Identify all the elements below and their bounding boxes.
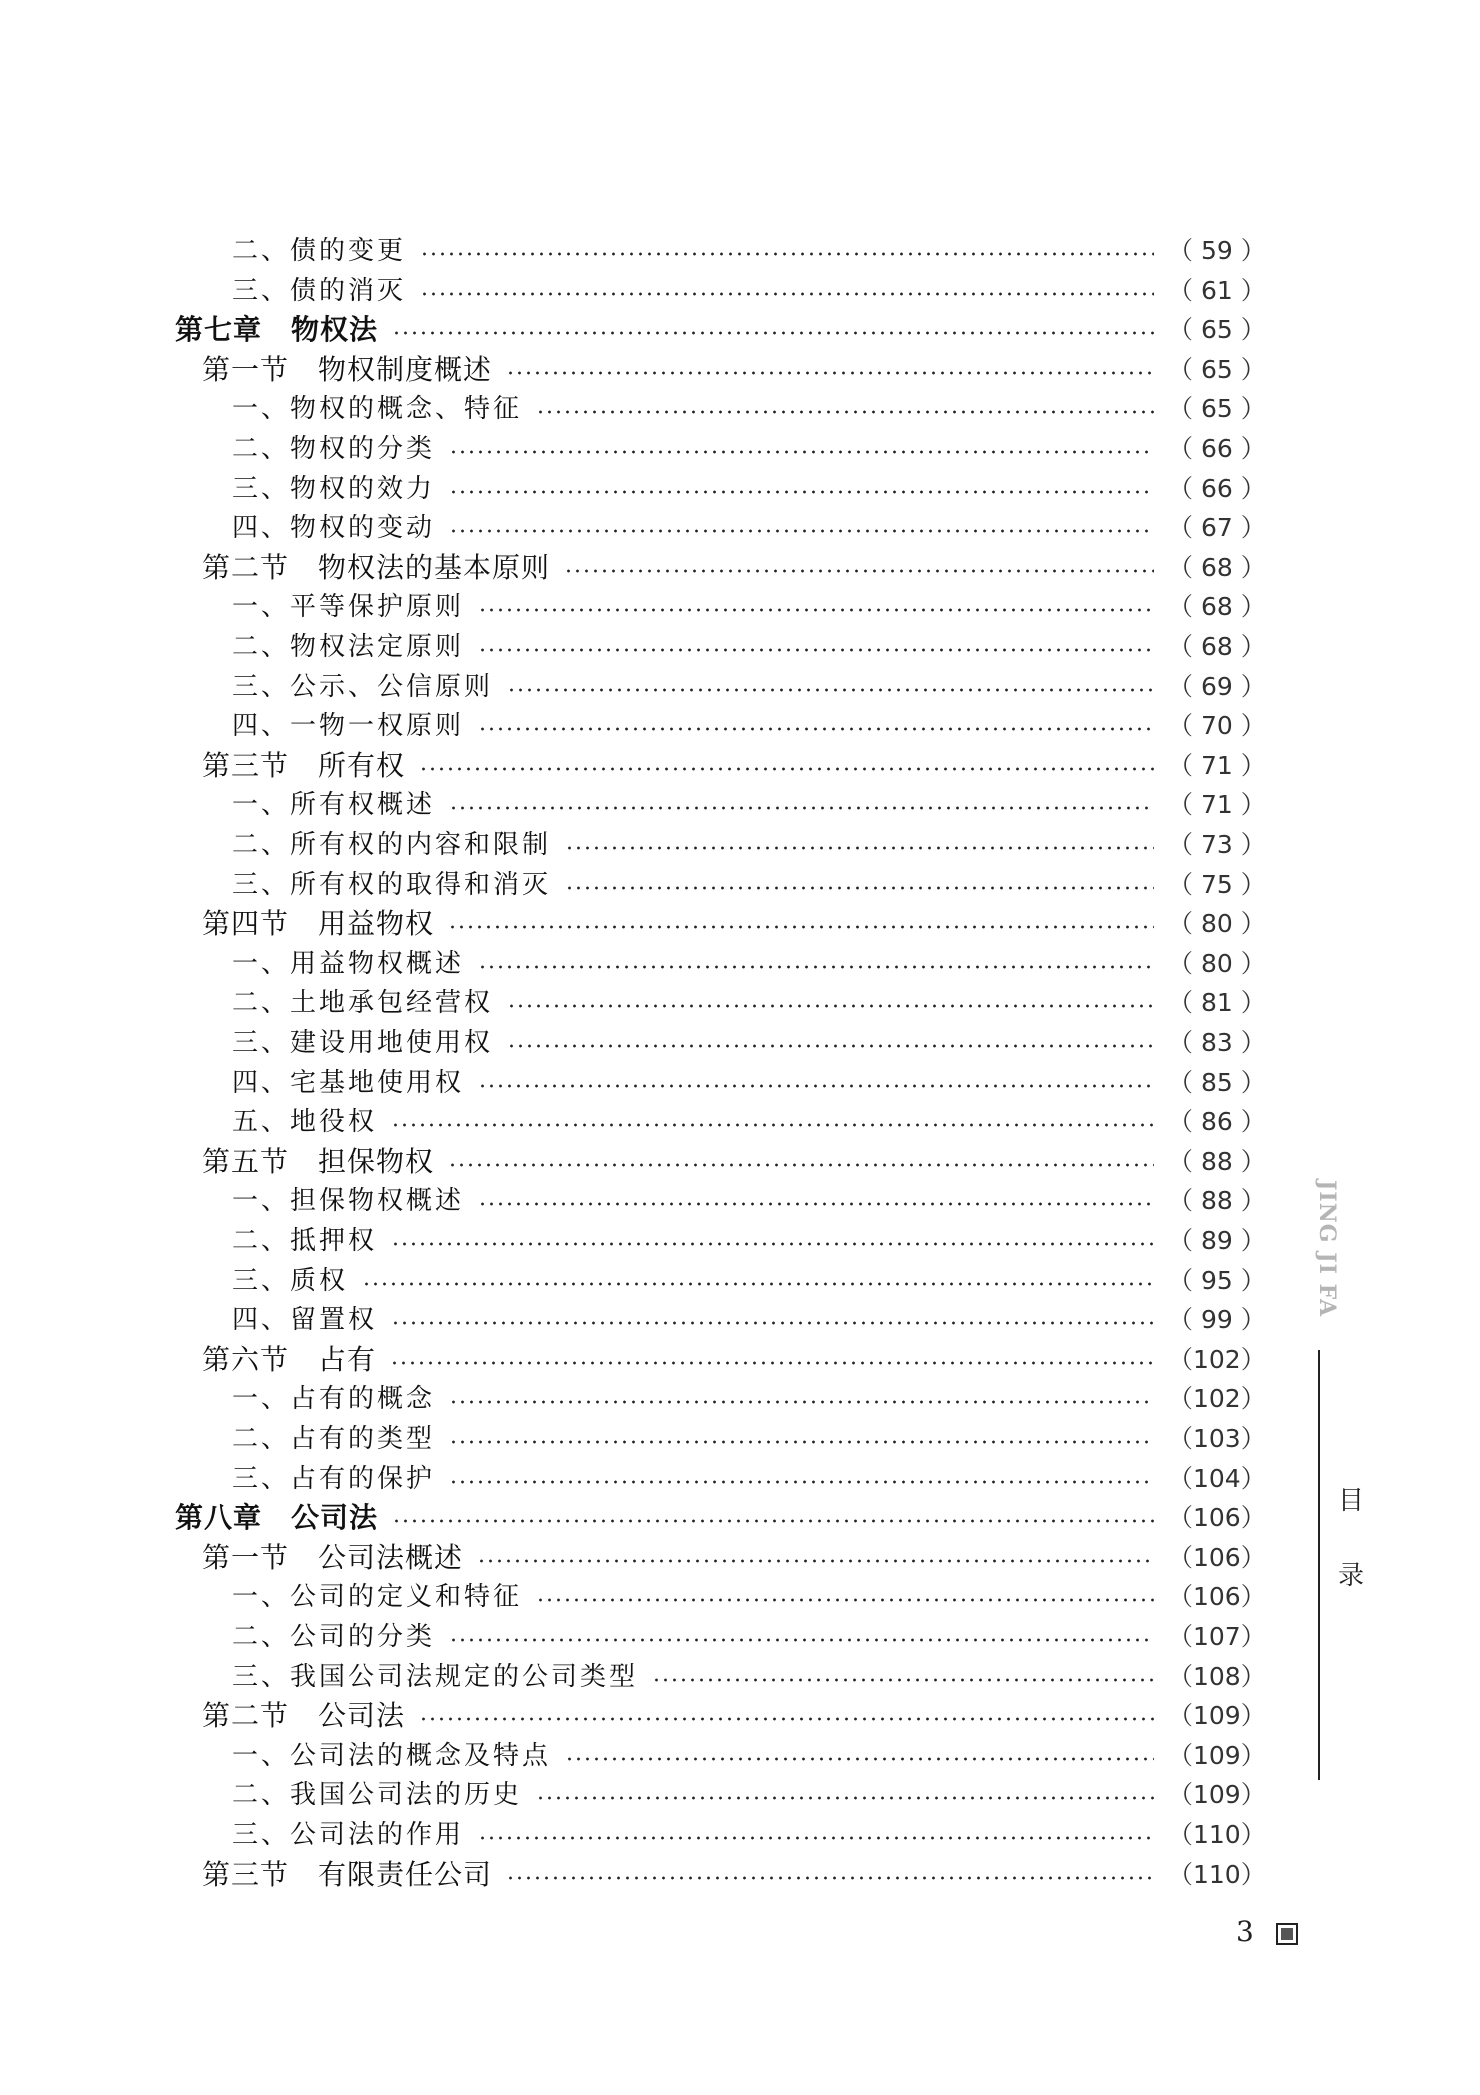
toc-page-number: （ 61 ） xyxy=(1168,276,1266,305)
toc-entry-item xyxy=(232,1815,1266,1855)
toc-page-number: （ 69 ） xyxy=(1168,672,1266,701)
dot-leader xyxy=(478,1201,1154,1207)
toc-entry-item xyxy=(232,944,1266,984)
dot-leader xyxy=(449,449,1154,455)
dot-leader xyxy=(507,1003,1154,1009)
toc-title: 一、平等保护原则 xyxy=(232,592,465,622)
toc-title: 三、质权 xyxy=(232,1266,349,1296)
toc-entry-item xyxy=(232,1736,1266,1776)
toc-entry-section xyxy=(202,350,1266,390)
dot-leader xyxy=(419,766,1154,772)
page-marker-icon xyxy=(1276,1923,1298,1945)
dot-leader xyxy=(478,647,1154,653)
toc-entry-item xyxy=(232,706,1266,746)
toc-title: 第二节 公司法 xyxy=(202,1699,406,1732)
toc-title: 第七章 物权法 xyxy=(175,313,379,346)
dot-leader xyxy=(448,924,1154,930)
toc-entry-item xyxy=(232,1577,1266,1617)
dot-leader xyxy=(391,1241,1154,1247)
dot-leader xyxy=(362,1281,1154,1287)
toc-title: 三、债的消灭 xyxy=(232,276,407,306)
toc-entry-item xyxy=(232,1617,1266,1657)
dot-leader xyxy=(419,1716,1154,1722)
running-head-pinyin: JING JI FA xyxy=(1314,1180,1340,1318)
running-head-char-mu: 目 xyxy=(1338,1486,1365,1516)
toc-entry-chapter xyxy=(175,310,1266,350)
toc-page-number: （109） xyxy=(1168,1741,1266,1770)
toc-entry-item xyxy=(232,1300,1266,1340)
dot-leader xyxy=(506,370,1154,376)
toc-title: 三、占有的保护 xyxy=(232,1464,436,1494)
toc-title: 二、债的变更 xyxy=(232,236,407,266)
toc-entry-item xyxy=(232,1181,1266,1221)
dot-leader xyxy=(507,1043,1154,1049)
toc-entry-item xyxy=(232,231,1266,271)
toc-page-number: （ 75 ） xyxy=(1168,870,1266,899)
dot-leader xyxy=(477,1558,1154,1564)
toc-entry-chapter xyxy=(175,1498,1266,1538)
toc-entry-item xyxy=(232,1459,1266,1499)
toc-page-number: （ 68 ） xyxy=(1168,553,1266,582)
toc-entry-item xyxy=(232,1023,1266,1063)
toc-title: 第五节 担保物权 xyxy=(202,1145,435,1178)
dot-leader xyxy=(506,1875,1154,1881)
toc-page-number: （ 66 ） xyxy=(1168,434,1266,463)
dot-leader xyxy=(565,1756,1154,1762)
dot-leader xyxy=(478,607,1154,613)
toc-entry-item xyxy=(232,1379,1266,1419)
dot-leader xyxy=(478,1083,1154,1089)
page-number: 3 xyxy=(1236,1915,1254,1948)
dot-leader xyxy=(448,1162,1154,1168)
dot-leader xyxy=(391,1320,1154,1326)
dot-leader xyxy=(507,687,1154,693)
toc-page-number: （ 88 ） xyxy=(1168,1186,1266,1215)
toc-page-number: （110） xyxy=(1168,1860,1266,1889)
dot-leader xyxy=(478,1835,1154,1841)
toc-title: 第八章 公司法 xyxy=(175,1501,379,1534)
toc-title: 一、公司法的概念及特点 xyxy=(232,1741,552,1771)
dot-leader xyxy=(449,528,1154,534)
toc-page-number: （ 68 ） xyxy=(1168,592,1266,621)
dot-leader xyxy=(536,409,1154,415)
toc-title: 第一节 公司法概述 xyxy=(202,1541,464,1574)
toc-title: 一、占有的概念 xyxy=(232,1384,436,1414)
dot-leader xyxy=(390,1360,1154,1366)
dot-leader xyxy=(449,489,1154,495)
toc-page-number: （108） xyxy=(1168,1662,1266,1691)
toc-entry-item xyxy=(232,825,1266,865)
toc-page-number: （ 86 ） xyxy=(1168,1107,1266,1136)
toc-page-number: （109） xyxy=(1168,1780,1266,1809)
toc-title: 四、物权的变动 xyxy=(232,513,436,543)
toc-entry-section xyxy=(202,746,1266,786)
toc-page-number: （ 95 ） xyxy=(1168,1266,1266,1295)
toc-title: 一、物权的概念、特征 xyxy=(232,394,523,424)
toc-entry-item xyxy=(232,667,1266,707)
dot-leader xyxy=(420,291,1154,297)
toc-entry-item xyxy=(232,1657,1266,1697)
toc-title: 四、留置权 xyxy=(232,1305,378,1335)
toc-page-number: （ 71 ） xyxy=(1168,790,1266,819)
running-head-char-lu: 录 xyxy=(1338,1561,1365,1591)
toc-title: 二、土地承包经营权 xyxy=(232,988,494,1018)
toc-entry-item xyxy=(232,1419,1266,1459)
toc-title: 二、公司的分类 xyxy=(232,1622,436,1652)
toc-entry-section xyxy=(202,1142,1266,1182)
toc-title: 三、我国公司法规定的公司类型 xyxy=(232,1662,639,1692)
toc-entry-item xyxy=(232,508,1266,548)
toc-title: 第六节 占有 xyxy=(202,1343,377,1376)
dot-leader xyxy=(652,1677,1154,1683)
toc-entry-section xyxy=(202,1696,1266,1736)
dot-leader xyxy=(565,885,1154,891)
toc-title: 第四节 用益物权 xyxy=(202,907,435,940)
dot-leader xyxy=(536,1597,1154,1603)
toc-title: 一、公司的定义和特征 xyxy=(232,1582,523,1612)
toc-entry-item xyxy=(232,429,1266,469)
toc-page-number: （ 68 ） xyxy=(1168,632,1266,661)
toc-page-number: （107） xyxy=(1168,1622,1266,1651)
toc-page-number: （ 67 ） xyxy=(1168,513,1266,542)
toc-title: 第三节 有限责任公司 xyxy=(202,1858,493,1891)
toc-title: 四、宅基地使用权 xyxy=(232,1068,465,1098)
toc-entry-item xyxy=(232,1063,1266,1103)
toc-page-number: （109） xyxy=(1168,1701,1266,1730)
toc-entry-item xyxy=(232,627,1266,667)
toc-page-number: （ 80 ） xyxy=(1168,949,1266,978)
toc-entry-item xyxy=(232,1775,1266,1815)
toc-title: 三、物权的效力 xyxy=(232,474,436,504)
toc-page-number: （ 83 ） xyxy=(1168,1028,1266,1057)
toc-title: 一、所有权概述 xyxy=(232,790,436,820)
toc-title: 第三节 所有权 xyxy=(202,749,406,782)
dot-leader xyxy=(449,1399,1154,1405)
toc-page-number: （106） xyxy=(1168,1582,1266,1611)
toc-title: 三、建设用地使用权 xyxy=(232,1028,494,1058)
toc-title: 三、公示、公信原则 xyxy=(232,672,494,702)
toc-entry-item xyxy=(232,1102,1266,1142)
toc-page-number: （ 66 ） xyxy=(1168,474,1266,503)
dot-leader xyxy=(536,1795,1154,1801)
toc-page-number: （ 73 ） xyxy=(1168,830,1266,859)
toc-entry-section xyxy=(202,904,1266,944)
toc-title: 二、我国公司法的历史 xyxy=(232,1780,523,1810)
toc-entry-section xyxy=(202,1538,1266,1578)
dot-leader xyxy=(564,568,1154,574)
toc-entry-item xyxy=(232,983,1266,1023)
toc-page-number: （ 70 ） xyxy=(1168,711,1266,740)
toc-title: 二、物权的分类 xyxy=(232,434,436,464)
toc-page-number: （ 71 ） xyxy=(1168,751,1266,780)
toc-title: 二、所有权的内容和限制 xyxy=(232,830,552,860)
toc-entry-item xyxy=(232,1261,1266,1301)
toc-title: 一、担保物权概述 xyxy=(232,1186,465,1216)
toc-entry-section xyxy=(202,1340,1266,1380)
toc-title: 三、所有权的取得和消灭 xyxy=(232,870,552,900)
toc-page-number: （ 65 ） xyxy=(1168,315,1266,344)
toc-entry-item xyxy=(232,1221,1266,1261)
toc-page-number: （102） xyxy=(1168,1384,1266,1413)
toc-title: 三、公司法的作用 xyxy=(232,1820,465,1850)
toc-page-number: （106） xyxy=(1168,1503,1266,1532)
toc-page-number: （ 99 ） xyxy=(1168,1305,1266,1334)
toc-page-number: （ 89 ） xyxy=(1168,1226,1266,1255)
toc-title: 四、一物一权原则 xyxy=(232,711,465,741)
toc-page-number: （ 65 ） xyxy=(1168,355,1266,384)
dot-leader xyxy=(420,251,1154,257)
toc-entry-item xyxy=(232,865,1266,905)
toc-page-number: （ 65 ） xyxy=(1168,394,1266,423)
dot-leader xyxy=(449,1439,1154,1445)
toc-entry-section xyxy=(202,1855,1266,1895)
toc-entry-item xyxy=(232,785,1266,825)
toc-entry-item xyxy=(232,271,1266,311)
toc-page-number: （ 80 ） xyxy=(1168,909,1266,938)
dot-leader xyxy=(392,1518,1154,1524)
toc-page-number: （ 85 ） xyxy=(1168,1068,1266,1097)
toc-entry-item xyxy=(232,587,1266,627)
dot-leader xyxy=(391,1122,1154,1128)
toc-page-number: （ 59 ） xyxy=(1168,236,1266,265)
dot-leader xyxy=(449,1479,1154,1485)
toc-title: 五、地役权 xyxy=(232,1107,378,1137)
dot-leader xyxy=(449,805,1154,811)
toc-title: 二、占有的类型 xyxy=(232,1424,436,1454)
toc-entry-section xyxy=(202,548,1266,588)
toc-title: 第二节 物权法的基本原则 xyxy=(202,551,551,584)
toc-page-number: （104） xyxy=(1168,1464,1266,1493)
toc-page-number: （ 88 ） xyxy=(1168,1147,1266,1176)
toc-title: 第一节 物权制度概述 xyxy=(202,353,493,386)
dot-leader xyxy=(392,330,1154,336)
dot-leader xyxy=(565,845,1154,851)
dot-leader xyxy=(449,1637,1154,1643)
toc-entry-item xyxy=(232,469,1266,509)
toc-title: 二、物权法定原则 xyxy=(232,632,465,662)
toc-page-number: （ 81 ） xyxy=(1168,988,1266,1017)
side-rule xyxy=(1318,1350,1320,1780)
dot-leader xyxy=(478,964,1154,970)
toc-page-number: （103） xyxy=(1168,1424,1266,1453)
toc-page-number: （106） xyxy=(1168,1543,1266,1572)
toc-title: 一、用益物权概述 xyxy=(232,949,465,979)
toc-page-number: （110） xyxy=(1168,1820,1266,1849)
toc-title: 二、抵押权 xyxy=(232,1226,378,1256)
toc-page-number: （102） xyxy=(1168,1345,1266,1374)
dot-leader xyxy=(478,726,1154,732)
toc-entry-item xyxy=(232,389,1266,429)
